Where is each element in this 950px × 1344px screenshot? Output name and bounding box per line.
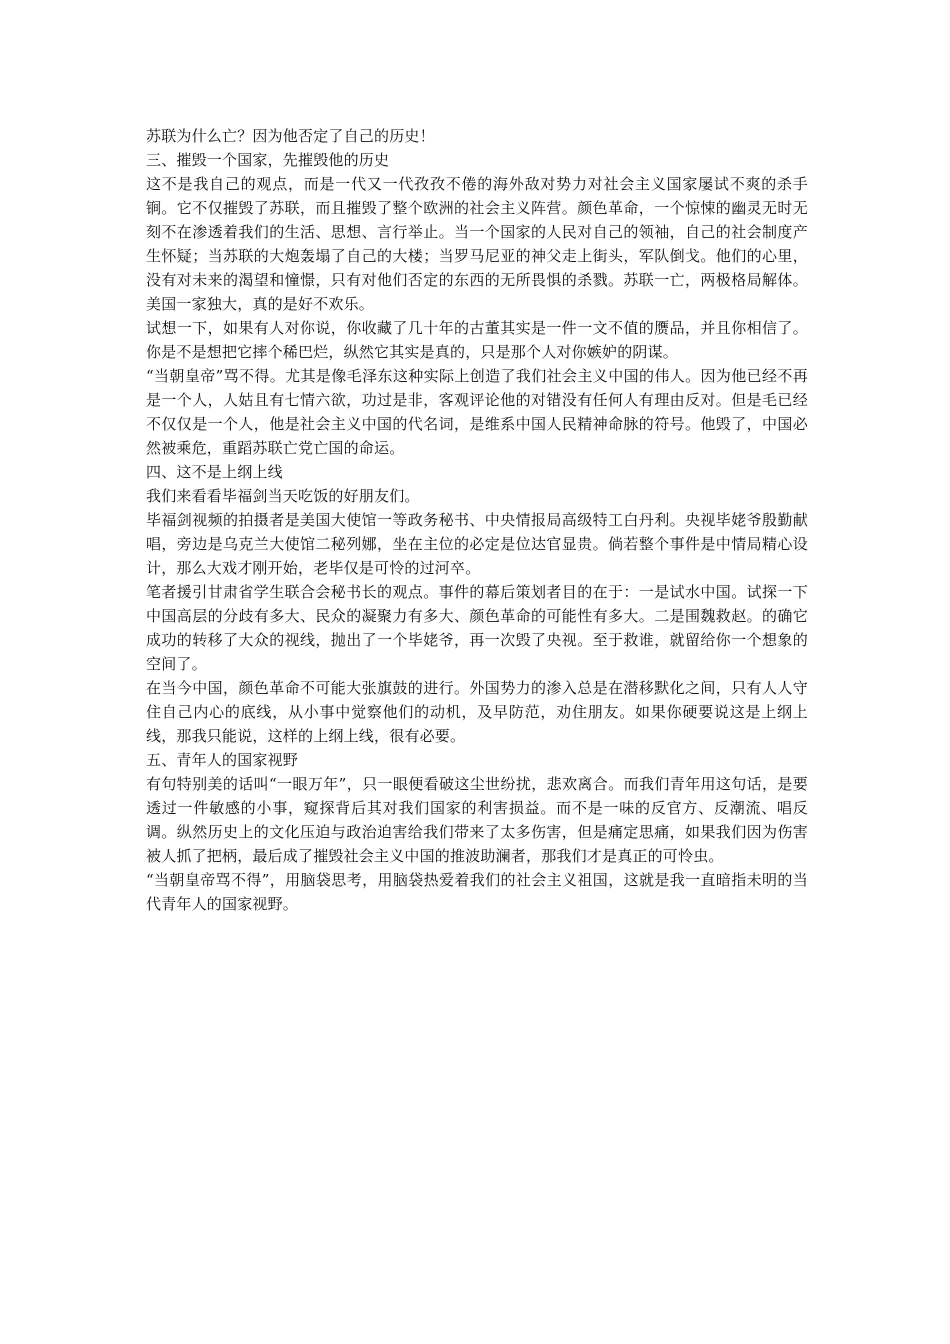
- paragraph-body: 在当今中国，颜色革命不可能大张旗鼓的进行。外国势力的渗入总是在潜移默化之间，只有人人守住自己内心的底线，从小事中觉察他们的动机，及早防范，劝住朋友。如果你硬要说这是上纲上线，那我只能说，这样的上纲上线，很有必要。: [146, 679, 808, 745]
- paragraph-body: “当朝皇帝”骂不得。尤其是像毛泽东这种实际上创造了我们社会主义中国的伟人。因为他已经不再是一个人，人姑且有七情六欲，功过是非，客观评论他的对错没有任何人有理由反对。但是毛已经不仅仅是一个人，他是社会主义中国的代名词，是维系中国人民精神命脉的符号。他毁了，中国必然被乘危，重蹈苏联亡党亡国的命运。: [146, 367, 808, 457]
- document-page: [146, 124, 808, 916]
- paragraph-body: 试想一下，如果有人对你说，你收藏了几十年的古董其实是一件一文不值的赝品，并且你相信了。你是不是想把它摔个稀巴烂，纵然它其实是真的，只是那个人对你嫉妒的阴谋。: [146, 319, 808, 361]
- section-heading-3: 三、摧毁一个国家，先摧毁他的历史: [146, 151, 390, 169]
- section-heading-4: 四、这不是上纲上线: [146, 463, 283, 481]
- paragraph-body: 我们来看看毕福剑当天吃饭的好朋友们。: [146, 487, 420, 505]
- paragraph-closing: “当朝皇帝骂不得”，用脑袋思考，用脑袋热爱着我们的社会主义祖国，这就是我一直暗指未明的当代青年人的国家视野。: [146, 871, 808, 913]
- paragraph-body: 有句特别美的话叫“一眼万年”，只一眼便看破这尘世纷扰，悲欢离合。而我们青年用这句话，是要透过一件敏感的小事，窥探背后其对我们国家的利害损益。而不是一味的反官方、反潮流、唱反调。纵然历史上的文化压迫与政治迫害给我们带来了太多伤害，但是痛定思痛，如果我们因为伤害被人抓了把柄，最后成了摧毁社会主义中国的推波助澜者，那我们才是真正的可怜虫。: [146, 775, 808, 865]
- paragraph-body: 笔者援引甘肃省学生联合会秘书长的观点。事件的幕后策划者目的在于：一是试水中国。试探一下中国高层的分歧有多大、民众的凝聚力有多大、颜色革命的可能性有多大。二是围魏救赵。的确它成功的转移了大众的视线，抛出了一个毕姥爷，再一次毁了央视。至于救谁，就留给你一个想象的空间了。: [146, 583, 808, 673]
- paragraph-body: 毕福剑视频的拍摄者是美国大使馆一等政务秘书、中央情报局高级特工白丹利。央视毕姥爷殷勤献唱，旁边是乌克兰大使馆二秘列娜，坐在主位的必定是位达官显贵。倘若整个事件是中情局精心设计，那么大戏才刚开始，老毕仅是可怜的过河卒。: [146, 511, 808, 577]
- paragraph-body: 这不是我自己的观点，而是一代又一代孜孜不倦的海外敌对势力对社会主义国家屡试不爽的杀手锏。它不仅摧毁了苏联，而且摧毁了整个欧洲的社会主义阵营。颜色革命，一个惊悚的幽灵无时无刻不在渗透着我们的生活、思想、言行举止。当一个国家的人民对自己的领袖，自己的社会制度产生怀疑；当苏联的大炮轰塌了自己的大楼；当罗马尼亚的神父走上街头，军队倒戈。他们的心里，没有对未来的渴望和憧憬，只有对他们否定的东西的无所畏惧的杀戮。苏联一亡，两极格局解体。美国一家独大，真的是好不欢乐。: [146, 175, 808, 313]
- section-heading-5: 五、青年人的国家视野: [146, 751, 299, 769]
- paragraph-opening-question: 苏联为什么亡？因为他否定了自己的历史！: [146, 127, 435, 145]
